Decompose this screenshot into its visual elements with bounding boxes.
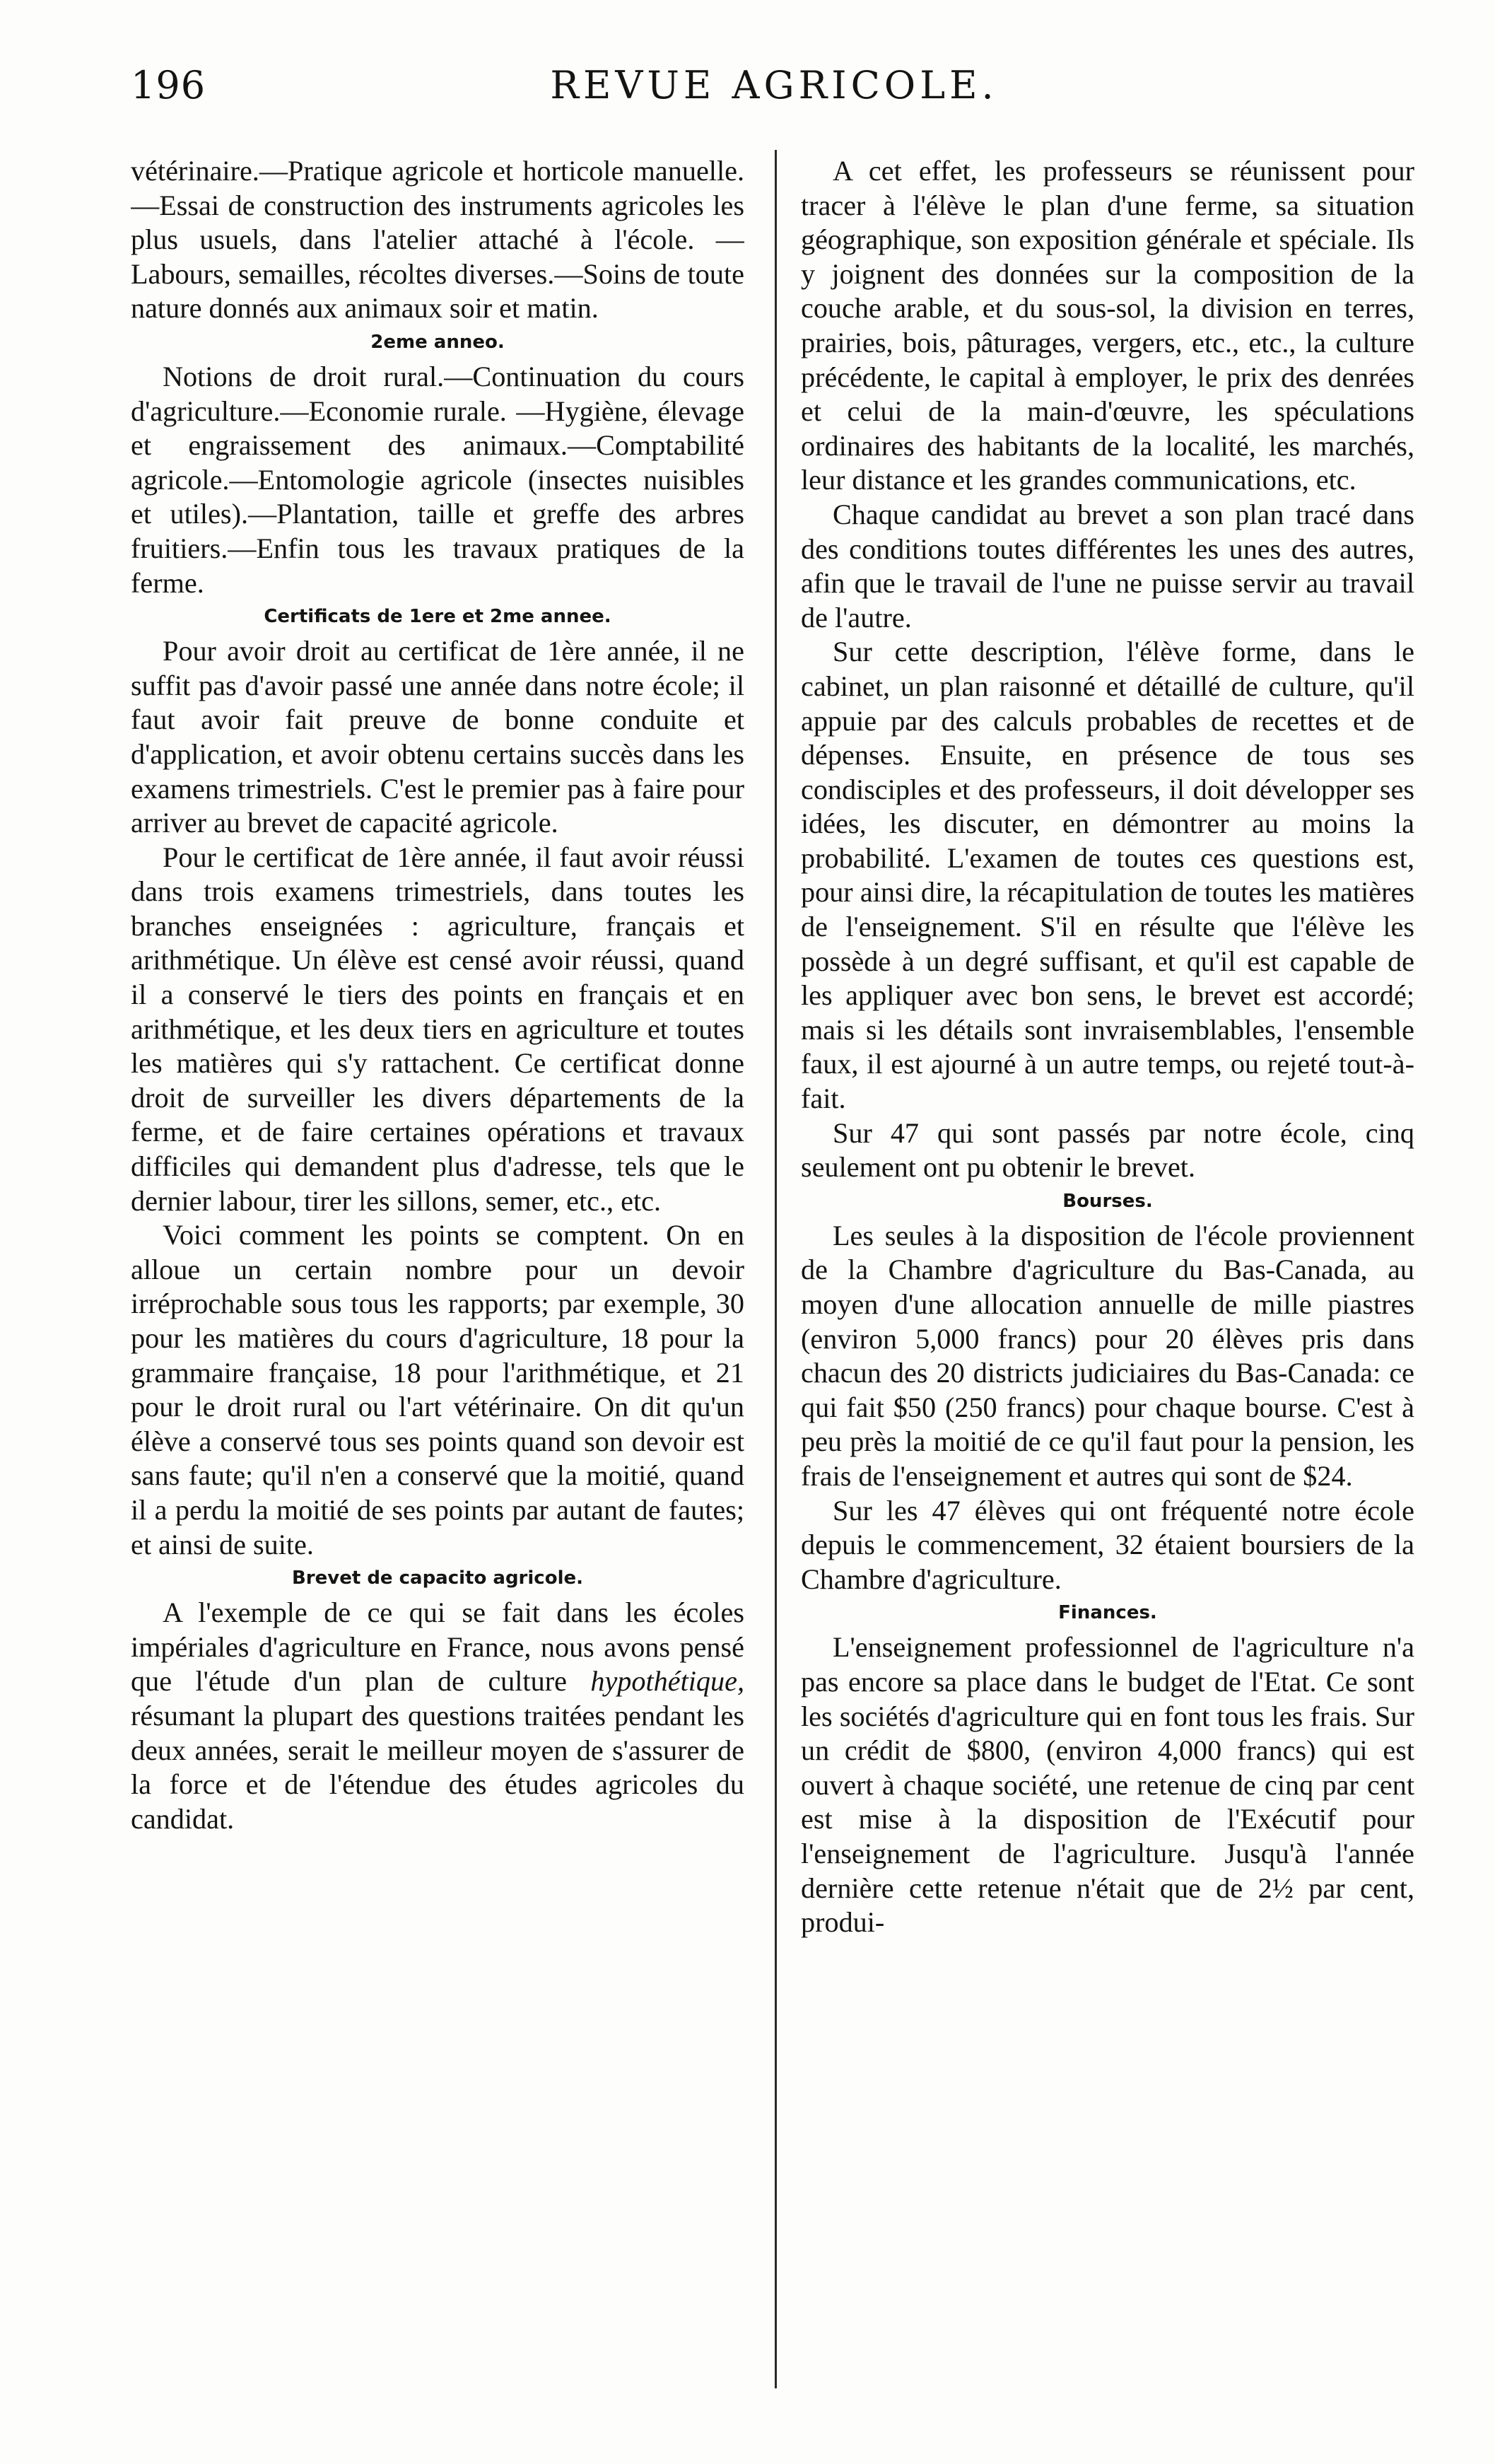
paragraph: Notions de droit rural.—Continuation du cours d'agriculture.—Economie rurale. —Hygiène, élevage et engraissement des animaux.—Comptabilité agricole.—Entomologie agricole (insectes nuisibles et utiles).—Plantation, taille et greffe des arbres fruitiers.—Enfin tous les travaux pratiques de la ferme. [131,360,744,599]
paragraph-text: A l'exemple de ce qui se fait dans les écoles impériales d'agriculture en France, nous avons pensé que l'étude d'un plan de culture [131,1596,744,1698]
left-column [131,154,744,2374]
paragraph: A cet effet, les professeurs se réunissent pour tracer à l'élève le plan d'une ferme, sa situation géographique, son exposition générale et spéciale. Ils y joignent des données sur la composition de la couche arable, et du sous-sol, la division en terres, prairies, bois, pâturages, vergers, etc., etc., la culture précédente, le capital à employer, le prix des denrées et celui de la main-d'œuvre, les spéculations ordinaires des habitants de la localité, les marchés, leur distance et les grandes communications, etc. [801,155,1414,496]
paragraph: Sur les 47 élèves qui ont fréquenté notre école depuis le commencement, 32 étaient boursiers de la Chambre d'agriculture. [801,1494,1414,1595]
page-number: 196 [131,63,206,107]
section-heading: 2eme anneo. [370,331,505,353]
emphasis: hypothétique, [590,1665,744,1698]
section-heading: Certificats de 1ere et 2me annee. [264,606,611,628]
paragraph: Pour le certificat de 1ère année, il faut avoir réussi dans trois examens trimestriels, dans toutes les branches enseignées : agriculture, français et arithmétique. Un élève est censé avoir réussi, quand il a conservé le tiers des points en français et en arithmétique, et les deux tiers en agriculture et toutes les matières qui s'y rattachent. Ce certificat donne droit de surveiller les divers départements de la ferme, et de faire certaines opérations et travaux difficiles qui demandent plus d'adresse, tels que le dernier labour, tirer les sillons, semer, etc., etc. [131,841,744,1217]
column-divider [775,150,777,2388]
paragraph [131,1596,744,1836]
paragraph: Sur 47 qui sont passés par notre école, cinq seulement ont pu obtenir le brevet. [801,1116,1414,1184]
paragraph: Voici comment les points se comptent. On en alloue un certain nombre pour un devoir irréprochable sous tous les rapports; par exemple, 30 pour les matières du cours d'agriculture, 18 pour la grammaire française, 18 pour l'arithmétique, et 21 pour le droit rural ou l'art vétérinaire. On dit qu'un élève a conservé tous ses points quand son devoir est sans faute; qu'il n'en a conservé que la moitié, quand il a perdu la moitié de ses points par autant de fautes; et ainsi de suite. [131,1219,744,1560]
section-heading: Bourses. [1062,1190,1153,1212]
right-column [801,154,1414,2374]
paragraph: L'enseignement professionnel de l'agriculture n'a pas encore sa place dans le budget de l'Etat. Ce sont les sociétés d'agriculture qui en font tous les frais. Sur un crédit de $800, (environ 4,000 francs) qui est ouvert à chaque société, une retenue de cinq par cent est mise à la disposition de l'Exécutif pour l'enseignement de l'agriculture. Jusqu'à l'année dernière cette retenue n'était que de 2½ par cent, produi- [801,1631,1414,1939]
paragraph: Pour avoir droit au certificat de 1ère année, il ne suffit pas d'avoir passé une année dans notre école; il faut avoir fait preuve de bonne conduite et d'application, et avoir obtenu certains succès dans les examens trimestriels. C'est le premier pas à faire pour arriver au brevet de capacité agricole. [131,635,744,839]
section-heading: Brevet de capacito agricole. [291,1567,583,1589]
paragraph-text: résumant la plupart des questions traitées pendant les deux années, serait le meilleur moyen de s'assurer de la force et de l'étendue des études agricoles du candidat. [131,1699,744,1835]
page-title: REVUE AGRICOLE. [550,63,998,107]
section-heading: Finances. [1058,1602,1157,1624]
paragraph: Sur cette description, l'élève forme, dans le cabinet, un plan raisonné et détaillé de culture, qu'il appuie par des calculs probables de recettes et de dépenses. Ensuite, en présence de tous ses condisciples et des professeurs, il doit développer ses idées, les discuter, en démontrer au moins la probabilité. L'examen de toutes ces questions est, pour ainsi dire, la récapitulation de toutes les matières de l'enseignement. S'il en résulte que l'élève les possède à un degré suffisant, et qu'il est capable de les appliquer avec bon sens, le brevet est accordé; mais si les détails sont invraisemblables, l'ensemble faux, il est ajourné à un autre temps, ou rejeté tout-à-fait. [801,636,1414,1115]
paragraph: Les seules à la disposition de l'école proviennent de la Chambre d'agriculture du Bas-Canada, au moyen d'une allocation annuelle de mille piastres (environ 5,000 francs) pour 20 élèves pris dans chacun des 20 districts judiciaires du Bas-Canada: ce qui fait $50 (250 francs) pour chaque bourse. C'est à peu près la moitié de ce qu'il faut pour la pension, les frais de l'enseignement et autres qui sont de $24. [801,1219,1414,1492]
paragraph: Chaque candidat au brevet a son plan tracé dans des conditions toutes différentes les unes des autres, afin que le travail de l'une ne puisse servir au travail de l'autre. [801,498,1414,633]
running-header [131,61,1417,117]
paragraph: vétérinaire.—Pratique agricole et horticole manuelle.—Essai de construction des instruments agricoles les plus usuels, dans l'atelier attaché à l'école. — Labours, semailles, récoltes diverses.—Soins de toute nature donnés aux animaux soir et matin. [131,155,744,325]
